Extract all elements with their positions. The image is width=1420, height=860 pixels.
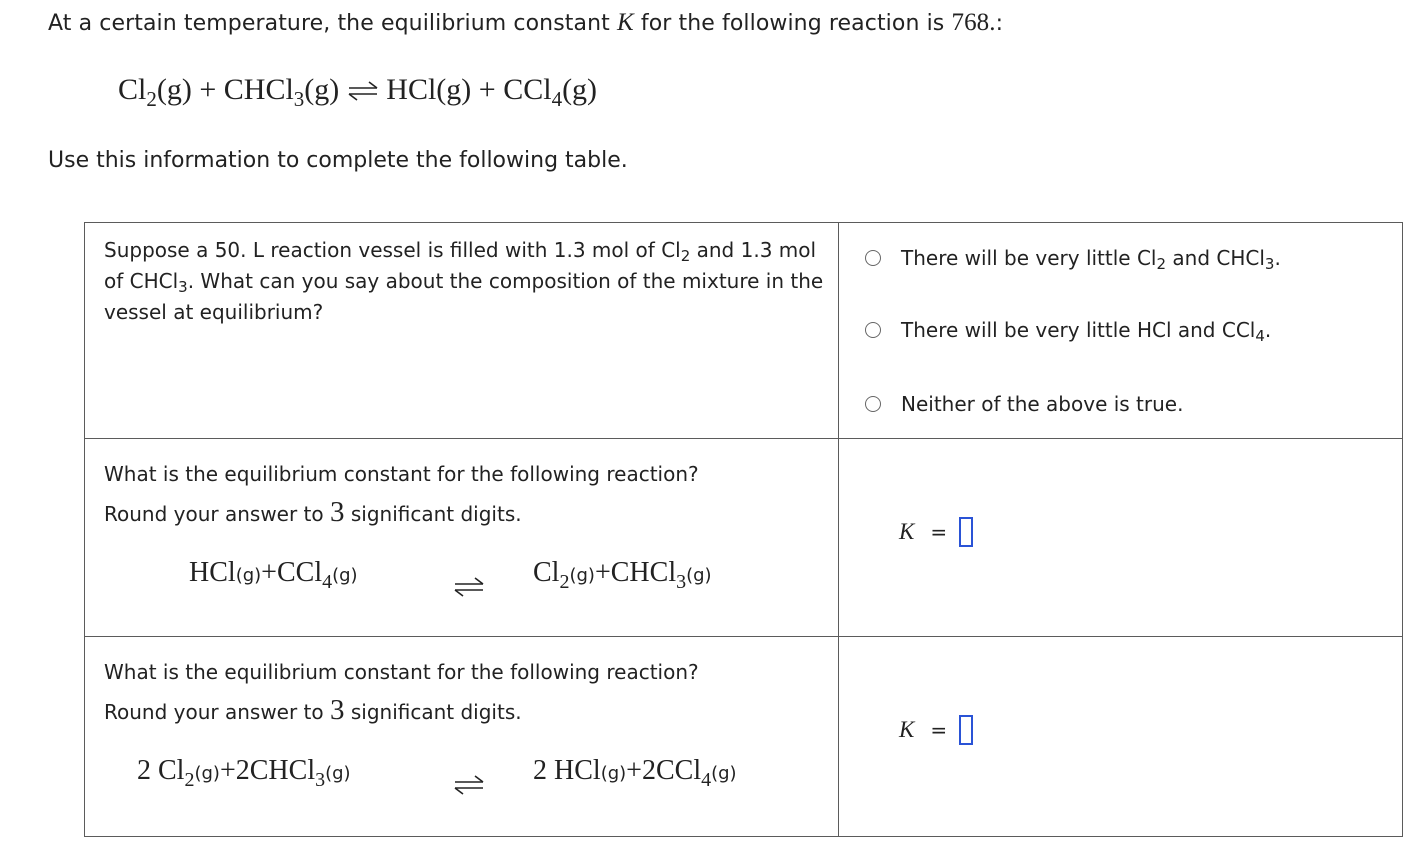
doubled-reaction-products: 2 HCl(g)+2CCl$_4$(g) bbox=[533, 755, 737, 791]
k-value: 768. bbox=[951, 9, 996, 36]
reverse-reaction-products: $Cl_2(g)+CHCl_3(g)$ bbox=[533, 557, 712, 593]
question-table bbox=[84, 222, 1403, 837]
option-neither[interactable]: Neither of the above is true. bbox=[865, 391, 1183, 417]
problem-intro: At a certain temperature, the equilibrium constant K for the following reaction is 768.: bbox=[48, 9, 1004, 36]
table-row bbox=[85, 637, 1403, 837]
table-row bbox=[85, 223, 1403, 439]
k-symbol: K bbox=[616, 9, 634, 36]
instruction-text: Use this information to complete the following table. bbox=[48, 148, 628, 173]
question-doubled-k: What is the equilibrium constant for the following reaction? Round your answer to 3 significant digits. bbox=[104, 660, 699, 726]
table-row bbox=[85, 439, 1403, 637]
k-answer-input-2[interactable] bbox=[959, 715, 973, 745]
radio-button-icon[interactable] bbox=[865, 396, 881, 412]
question-reverse-k: What is the equilibrium constant for the following reaction? Round your answer to 3 significant digits. bbox=[104, 462, 699, 528]
equilibrium-arrow-icon bbox=[453, 571, 485, 604]
question-composition: Suppose a 50. L reaction vessel is filled with 1.3 mol of $Cl_2$ and 1.3 mol of CHCl$_3$. What can you say about the composition of the mixture in the vessel at equilibrium? bbox=[104, 238, 824, 324]
doubled-reaction-reactants: 2 $Cl_2(g)+2CHCl_3(g)$ bbox=[137, 755, 351, 791]
radio-button-icon[interactable] bbox=[865, 322, 881, 338]
main-reaction-equation: $Cl_2(g)$ + CHCl$_3$(g) HCl(g) + CCl$_4$(g) bbox=[118, 73, 598, 111]
reverse-reaction-reactants: HCl(g)+CCl$_4$(g) bbox=[189, 557, 358, 593]
equilibrium-arrow-icon bbox=[347, 72, 379, 112]
k-answer-input-1[interactable] bbox=[959, 517, 973, 547]
radio-button-icon[interactable] bbox=[865, 250, 881, 266]
equilibrium-arrow-icon bbox=[453, 769, 485, 802]
option-little-cl2-chcl3[interactable]: There will be very little $Cl_2$ and CHCl$_3$. bbox=[865, 245, 1281, 271]
option-little-hcl-ccl4[interactable]: There will be very little HCl and CCl$_4$. bbox=[865, 317, 1271, 343]
k-answer-row-1: K = bbox=[899, 517, 973, 547]
k-answer-row-2: K = bbox=[899, 715, 973, 745]
